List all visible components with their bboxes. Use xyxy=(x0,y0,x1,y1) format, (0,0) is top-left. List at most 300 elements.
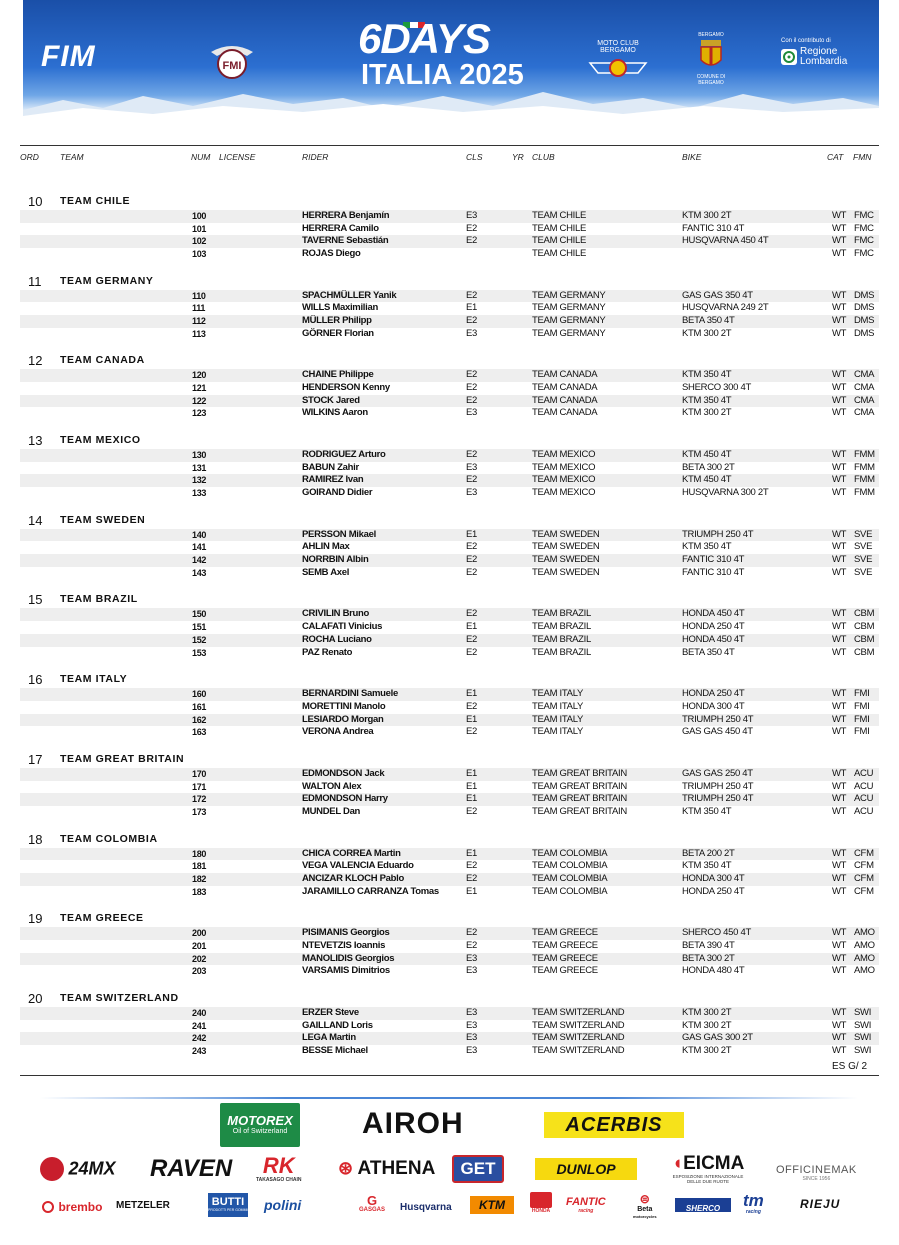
rider-class: E1 xyxy=(466,713,478,725)
rider-bike: SHERCO 300 4T xyxy=(682,382,751,394)
rider-num: 182 xyxy=(192,873,207,884)
rider-class: E2 xyxy=(466,235,478,247)
team-name: TEAM COLOMBIA xyxy=(60,832,158,845)
rider-class: E1 xyxy=(466,767,478,779)
rider-num: 181 xyxy=(192,861,207,872)
rider-bike: KTM 350 4T xyxy=(682,860,732,872)
rider-num: 203 xyxy=(192,966,207,977)
rider-num: 133 xyxy=(192,488,207,499)
rider-cat: WT xyxy=(832,474,847,486)
team-block xyxy=(20,580,879,660)
tm-racing-logo xyxy=(743,1193,764,1215)
rider-club: TEAM ITALY xyxy=(532,726,584,738)
rider-fmn: SVE xyxy=(854,554,873,566)
rider-cat: WT xyxy=(832,289,847,301)
table-row xyxy=(20,1032,879,1045)
raven-logo: RAVEN xyxy=(150,1155,233,1182)
rider-fmn: FMM xyxy=(854,474,875,486)
rider-bike: KTM 450 4T xyxy=(682,474,732,486)
rider-cat: WT xyxy=(832,461,847,473)
rider-bike: HONDA 300 4T xyxy=(682,872,745,884)
beta-sub: motorcycles xyxy=(633,1214,657,1219)
rider-class: E3 xyxy=(466,327,478,339)
rider-bike: KTM 450 4T xyxy=(682,449,732,461)
rider-cat: WT xyxy=(832,939,847,951)
rider-bike: HONDA 300 4T xyxy=(682,700,745,712)
brembo-logo xyxy=(42,1198,102,1216)
rider-fmn: SWI xyxy=(854,1019,872,1031)
rider-num: 240 xyxy=(192,1007,207,1018)
team-name: TEAM BRAZIL xyxy=(60,593,138,606)
rider-name: LESIARDO Morgan xyxy=(302,713,384,725)
rider-bike: GAS GAS 300 2T xyxy=(682,1032,753,1044)
rider-class: E1 xyxy=(466,793,478,805)
rider-class: E2 xyxy=(466,939,478,951)
fantic-sub: racing xyxy=(578,1208,594,1214)
rider-num: 152 xyxy=(192,634,207,645)
table-row xyxy=(20,395,879,408)
rider-fmn: FMC xyxy=(854,210,874,221)
sherco-text: SHERCO xyxy=(685,1204,721,1213)
rider-club: TEAM GREECE xyxy=(532,939,598,951)
rider-fmn: ACU xyxy=(854,793,874,805)
fmi-logo-text: FMI xyxy=(222,60,242,72)
lombardia-rose-icon xyxy=(781,49,797,65)
rider-class: E2 xyxy=(466,541,478,553)
rider-club: TEAM SWITZERLAND xyxy=(532,1032,625,1044)
rider-num: 243 xyxy=(192,1045,207,1056)
rider-name: PAZ Renato xyxy=(302,646,353,658)
athena-logo xyxy=(338,1158,435,1180)
table-row xyxy=(20,382,879,395)
rider-class: E1 xyxy=(466,528,478,540)
rider-bike: GAS GAS 450 4T xyxy=(682,726,753,738)
bergamo-bottom-label: COMUNE DI BERGAMO xyxy=(696,74,726,86)
husqvarna-text: Husqvarna xyxy=(400,1202,452,1213)
rider-bike: KTM 300 2T xyxy=(682,1019,732,1031)
team-name: TEAM CANADA xyxy=(60,354,145,367)
event-title: 6DAYS xyxy=(358,15,490,62)
table-row xyxy=(20,848,879,861)
rider-name: STOCK Jared xyxy=(302,394,360,406)
tm-sub: racing xyxy=(745,1209,761,1215)
24mx-text: 24MX xyxy=(68,1158,116,1179)
rider-club: TEAM SWEDEN xyxy=(532,541,600,553)
rider-num: 173 xyxy=(192,806,207,817)
rider-fmn: DMS xyxy=(854,315,875,327)
team-ord: 17 xyxy=(28,751,43,767)
rider-name: MÜLLER Philipp xyxy=(302,315,372,327)
rider-name: VARSAMIS Dimitrios xyxy=(302,965,390,977)
rider-club: TEAM CANADA xyxy=(532,407,598,419)
rider-class: E3 xyxy=(466,1032,478,1044)
rider-club: TEAM GERMANY xyxy=(532,302,606,314)
table-row xyxy=(20,647,879,660)
sponsor-divider xyxy=(40,1097,858,1099)
team-ord: 15 xyxy=(28,592,43,608)
fim-logo: FIM xyxy=(41,40,96,73)
rider-fmn: CBM xyxy=(854,646,875,658)
rider-name: HERRERA Benjamín xyxy=(302,210,390,221)
rider-num: 170 xyxy=(192,768,207,779)
rider-cat: WT xyxy=(832,1044,847,1056)
rider-bike: TRIUMPH 250 4T xyxy=(682,793,754,805)
table-bottom-rule xyxy=(20,1075,879,1076)
rider-num: 130 xyxy=(192,450,207,461)
rider-name: JARAMILLO CARRANZA Tomas xyxy=(302,885,439,897)
rider-fmn: FMI xyxy=(854,688,870,700)
rider-club: TEAM ITALY xyxy=(532,713,584,725)
team-ord: 12 xyxy=(28,353,43,369)
rider-club: TEAM BRAZIL xyxy=(532,621,591,633)
get-text: GET xyxy=(460,1159,496,1178)
team-name: TEAM SWITZERLAND xyxy=(60,991,179,1004)
rider-name: LEGA Martin xyxy=(302,1032,356,1044)
rider-num: 172 xyxy=(192,794,207,805)
butti-logo xyxy=(208,1193,253,1217)
rider-cat: WT xyxy=(832,407,847,419)
rider-fmn: FMC xyxy=(854,222,874,234)
rider-cat: WT xyxy=(832,608,847,620)
rk-sub: TAKASAGO CHAIN xyxy=(256,1177,302,1183)
rider-fmn: CBM xyxy=(854,633,875,645)
table-row xyxy=(20,621,879,634)
team-ord: 14 xyxy=(28,512,43,528)
rider-fmn: SVE xyxy=(854,528,873,540)
rider-club: TEAM COLOMBIA xyxy=(532,847,608,859)
motorex-sub: Oil of Switzerland xyxy=(232,1128,288,1135)
rider-name: EDMONDSON Jack xyxy=(302,767,385,779)
rider-class: E1 xyxy=(466,885,478,897)
motorex-text: MOTOREX xyxy=(227,1113,293,1128)
rider-bike: KTM 300 2T xyxy=(682,1006,732,1018)
rider-club: TEAM GREAT BRITAIN xyxy=(532,780,627,792)
table-row xyxy=(20,965,879,978)
table-row xyxy=(20,541,879,554)
honda-wing-icon xyxy=(530,1192,552,1208)
rider-cat: WT xyxy=(832,621,847,633)
rider-fmn: SVE xyxy=(854,541,873,553)
rider-name: GÖRNER Florian xyxy=(302,327,374,339)
rider-cat: WT xyxy=(832,541,847,553)
rider-class: E2 xyxy=(466,608,478,620)
airoh-logo: AIROH xyxy=(362,1107,464,1140)
team-block xyxy=(20,899,879,979)
rider-club: TEAM MEXICO xyxy=(532,449,596,461)
rider-num: 200 xyxy=(192,928,207,939)
rider-fmn: ACU xyxy=(854,805,874,817)
rider-bike: BETA 300 2T xyxy=(682,461,735,473)
rider-club: TEAM GREECE xyxy=(532,927,598,939)
col-bike: BIKE xyxy=(682,152,702,162)
rider-cat: WT xyxy=(832,327,847,339)
rider-fmn: SWI xyxy=(854,1044,872,1056)
rider-cat: WT xyxy=(832,726,847,738)
rider-club: TEAM CANADA xyxy=(532,382,598,394)
rider-cat: WT xyxy=(832,847,847,859)
gasgas-logo xyxy=(355,1194,389,1213)
rider-club: TEAM MEXICO xyxy=(532,461,596,473)
rider-num: 171 xyxy=(192,781,207,792)
team-name: TEAM ITALY xyxy=(60,673,128,686)
rider-bike: BETA 200 2T xyxy=(682,847,735,859)
rider-club: TEAM BRAZIL xyxy=(532,633,591,645)
rider-name: BESSE Michael xyxy=(302,1044,368,1056)
rider-fmn: FMI xyxy=(854,726,870,738)
rider-name: CHICA CORREA Martin xyxy=(302,847,401,859)
rider-class: E3 xyxy=(466,965,478,977)
rider-num: 121 xyxy=(192,383,207,394)
rider-fmn: DMS xyxy=(854,289,875,301)
rider-class: E3 xyxy=(466,1044,478,1056)
table-row xyxy=(20,873,879,886)
rider-fmn: SWI xyxy=(854,1032,872,1044)
team-name: TEAM CHILE xyxy=(60,195,131,207)
rider-bike: GAS GAS 350 4T xyxy=(682,289,753,301)
table-row xyxy=(20,369,879,382)
rider-name: RAMIREZ Ivan xyxy=(302,474,364,486)
table-row xyxy=(20,1007,879,1020)
rider-fmn: CFM xyxy=(854,847,874,859)
rider-cat: WT xyxy=(832,382,847,394)
rider-class: E2 xyxy=(466,369,478,381)
table-row xyxy=(20,860,879,873)
rider-cat: WT xyxy=(832,633,847,645)
rider-class: E3 xyxy=(466,1019,478,1031)
team-block xyxy=(20,979,879,1059)
col-fmn: FMN xyxy=(853,152,872,162)
rider-name: WALTON Alex xyxy=(302,780,362,792)
rider-bike: HUSQVARNA 249 2T xyxy=(682,302,769,314)
rider-bike: SHERCO 450 4T xyxy=(682,927,751,939)
rider-cat: WT xyxy=(832,369,847,381)
rider-name: HENDERSON Kenny xyxy=(302,382,390,394)
rider-class: E2 xyxy=(466,289,478,301)
table-row xyxy=(20,407,879,420)
rider-fmn: FMC xyxy=(854,248,874,260)
rider-club: TEAM GREECE xyxy=(532,965,598,977)
col-num: NUM xyxy=(191,152,211,162)
rider-name: TAVERNE Sebastián xyxy=(302,235,389,247)
rider-bike: KTM 350 4T xyxy=(682,541,732,553)
rider-bike: BETA 350 4T xyxy=(682,646,735,658)
honda-logo xyxy=(528,1192,554,1214)
tm-text: tm xyxy=(743,1191,764,1210)
rider-cat: WT xyxy=(832,235,847,247)
rider-name: RODRIGUEZ Arturo xyxy=(302,449,386,461)
rider-club: TEAM SWITZERLAND xyxy=(532,1044,625,1056)
rider-cat: WT xyxy=(832,700,847,712)
rider-club: TEAM GERMANY xyxy=(532,315,606,327)
table-row xyxy=(20,793,879,806)
col-club: CLUB xyxy=(532,152,555,162)
rider-club: TEAM MEXICO xyxy=(532,487,596,499)
rider-class: E3 xyxy=(466,952,478,964)
rider-num: 100 xyxy=(192,211,207,221)
rider-bike: KTM 350 4T xyxy=(682,394,732,406)
rider-club: TEAM CANADA xyxy=(532,369,598,381)
rider-bike: BETA 350 4T xyxy=(682,315,735,327)
rider-fmn: CFM xyxy=(854,872,874,884)
rider-fmn: SWI xyxy=(854,1006,872,1018)
rider-club: TEAM GREAT BRITAIN xyxy=(532,793,627,805)
rider-num: 153 xyxy=(192,647,207,658)
rider-class: E3 xyxy=(466,461,478,473)
rider-bike: KTM 300 2T xyxy=(682,210,732,221)
rider-bike: HONDA 250 4T xyxy=(682,885,745,897)
rider-bike: KTM 350 4T xyxy=(682,805,732,817)
table-row xyxy=(20,290,879,303)
team-block xyxy=(20,501,879,581)
header-banner xyxy=(23,0,879,122)
gasgas-icon: G xyxy=(366,1193,378,1208)
husqvarna-logo xyxy=(400,1197,452,1215)
rider-cat: WT xyxy=(832,210,847,221)
rider-bike: KTM 300 2T xyxy=(682,327,732,339)
rider-num: 201 xyxy=(192,940,207,951)
rider-num: 160 xyxy=(192,689,207,700)
page-number: ES G/ 2 xyxy=(832,1061,868,1072)
eicma-sub: ESPOSIZIONE INTERNAZIONALE DELLE DUE RUOTE xyxy=(672,1174,744,1184)
rider-fmn: CBM xyxy=(854,621,875,633)
moto-club-wings-icon xyxy=(588,57,648,79)
rider-fmn: ACU xyxy=(854,780,874,792)
rider-cat: WT xyxy=(832,449,847,461)
rider-name: WILKINS Aaron xyxy=(302,407,368,419)
rider-fmn: DMS xyxy=(854,327,875,339)
rider-club: TEAM SWEDEN xyxy=(532,528,600,540)
lombardia-contrib-label: Con il contributo di xyxy=(781,38,831,44)
table-row xyxy=(20,768,879,781)
rider-num: 143 xyxy=(192,567,207,578)
team-ord: 20 xyxy=(28,990,43,1006)
rider-class: E2 xyxy=(466,449,478,461)
rider-name: PERSSON Mikael xyxy=(302,528,376,540)
metzeler-logo: METZELER xyxy=(116,1200,170,1211)
rider-club: TEAM COLOMBIA xyxy=(532,872,608,884)
table-row xyxy=(20,886,879,899)
rider-bike: TRIUMPH 250 4T xyxy=(682,713,754,725)
rider-fmn: FMI xyxy=(854,713,870,725)
rider-class: E2 xyxy=(466,633,478,645)
rider-name: ROCHA Luciano xyxy=(302,633,372,645)
rider-num: 180 xyxy=(192,848,207,859)
rider-club: TEAM COLOMBIA xyxy=(532,860,608,872)
rider-fmn: AMO xyxy=(854,965,875,977)
lombardia-line2: Lombardia xyxy=(800,56,848,67)
rider-cat: WT xyxy=(832,780,847,792)
regione-lombardia-logo xyxy=(781,38,847,67)
col-cls: CLS xyxy=(466,152,483,162)
rider-cat: WT xyxy=(832,952,847,964)
rider-num: 141 xyxy=(192,542,207,553)
rider-num: 140 xyxy=(192,529,207,540)
rider-class: E2 xyxy=(466,646,478,658)
rider-num: 122 xyxy=(192,395,207,406)
rider-num: 242 xyxy=(192,1033,207,1044)
rider-cat: WT xyxy=(832,860,847,872)
table-row xyxy=(20,487,879,500)
rider-club: TEAM GERMANY xyxy=(532,289,606,301)
rider-fmn: CFM xyxy=(854,860,874,872)
rider-club: TEAM ITALY xyxy=(532,688,584,700)
rider-club: TEAM CHILE xyxy=(532,248,587,260)
rider-bike: KTM 300 2T xyxy=(682,407,732,419)
rider-num: 150 xyxy=(192,609,207,620)
rider-name: MUNDEL Dan xyxy=(302,805,361,817)
gasgas-text: GASGAS xyxy=(358,1207,385,1213)
rider-fmn: CMA xyxy=(854,382,875,394)
rider-cat: WT xyxy=(832,688,847,700)
rider-cat: WT xyxy=(832,805,847,817)
rider-name: EDMONDSON Harry xyxy=(302,793,388,805)
ktm-logo xyxy=(470,1196,514,1214)
rider-name: CRIVILIN Bruno xyxy=(302,608,370,620)
rider-num: 132 xyxy=(192,475,207,486)
rider-fmn: FMM xyxy=(854,449,875,461)
rider-bike: BETA 390 4T xyxy=(682,939,735,951)
rider-cat: WT xyxy=(832,713,847,725)
team-name: TEAM MEXICO xyxy=(60,434,141,447)
rider-name: ROJAS Diego xyxy=(302,248,361,260)
table-row xyxy=(20,714,879,727)
brembo-icon xyxy=(42,1201,54,1213)
team-block xyxy=(20,660,879,740)
rider-fmn: CMA xyxy=(854,369,875,381)
team-ord: 10 xyxy=(28,194,43,209)
rider-bike: GAS GAS 250 4T xyxy=(682,767,753,779)
rider-bike: KTM 350 4T xyxy=(682,369,732,381)
table-row xyxy=(20,474,879,487)
rider-cat: WT xyxy=(832,566,847,578)
rider-club: TEAM GERMANY xyxy=(532,327,606,339)
rider-class: E3 xyxy=(466,407,478,419)
rider-club: TEAM CHILE xyxy=(532,222,587,234)
rider-class: E2 xyxy=(466,315,478,327)
officinemak-logo xyxy=(776,1156,857,1182)
team-block xyxy=(20,820,879,900)
col-team: TEAM xyxy=(60,152,84,162)
rider-name: GAILLAND Loris xyxy=(302,1019,373,1031)
rider-fmn: FMI xyxy=(854,700,870,712)
rider-name: NORRBIN Albin xyxy=(302,554,369,566)
team-ord: 13 xyxy=(28,433,43,449)
lombardia-line1: Regione xyxy=(800,46,838,57)
rider-class: E2 xyxy=(466,382,478,394)
rider-num: 202 xyxy=(192,953,207,964)
rider-club: TEAM GREAT BRITAIN xyxy=(532,767,627,779)
table-row xyxy=(20,1020,879,1033)
table-row xyxy=(20,235,879,248)
moto-club-label: MOTO CLUB BERGAMO xyxy=(597,40,639,54)
rider-num: 123 xyxy=(192,408,207,419)
rider-num: 111 xyxy=(192,303,206,314)
rider-name: SPACHMÜLLER Yanik xyxy=(302,289,397,301)
rider-club: TEAM MEXICO xyxy=(532,474,596,486)
rider-name: ANCIZAR KLOCH Pablo xyxy=(302,872,404,884)
rider-club: TEAM ITALY xyxy=(532,700,584,712)
athena-text: ATHENA xyxy=(357,1158,436,1179)
rider-num: 162 xyxy=(192,714,207,725)
rider-class: E2 xyxy=(466,872,478,884)
rider-cat: WT xyxy=(832,1019,847,1031)
rider-name: MANOLIDIS Georgios xyxy=(302,952,395,964)
team-block xyxy=(20,740,879,820)
rider-fmn: AMO xyxy=(854,939,875,951)
rider-num: 113 xyxy=(192,328,206,339)
rider-bike: TRIUMPH 250 4T xyxy=(682,780,754,792)
acerbis-logo xyxy=(544,1112,684,1138)
